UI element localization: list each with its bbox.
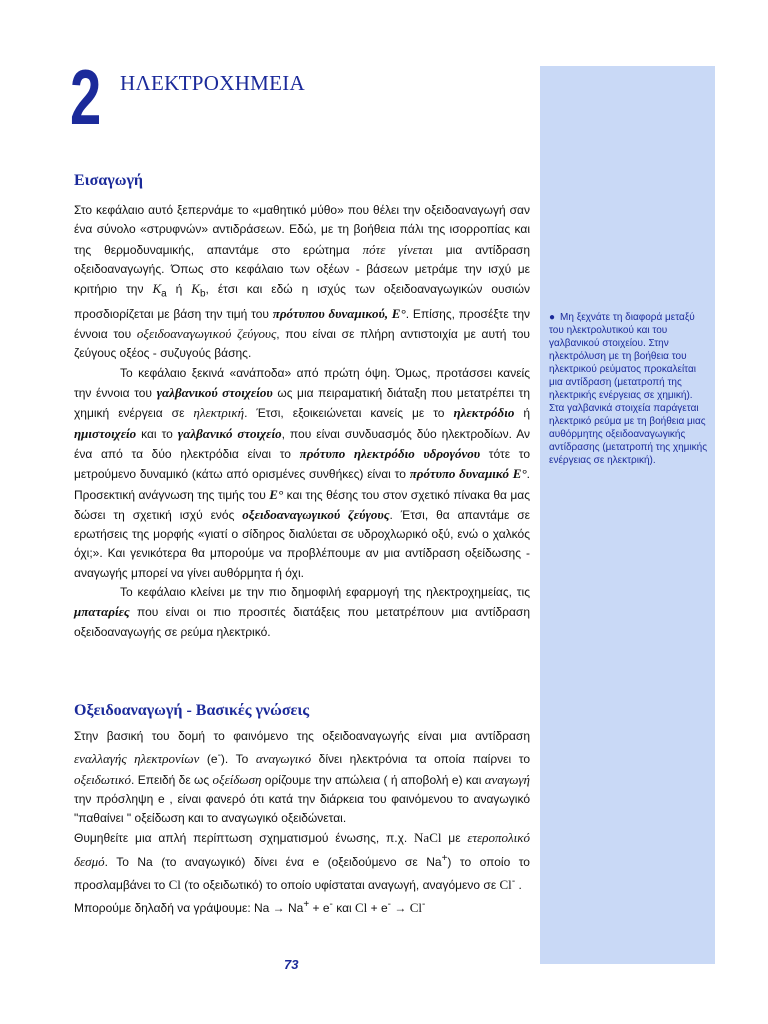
text-run: b [199, 288, 206, 300]
page-number: 73 [284, 957, 299, 972]
text-run: NaCl [414, 830, 442, 846]
text-run: ) το οποίο το προσλαμβάνει το [74, 854, 530, 893]
text-run: Θυμηθείτε μια απλή περίπτωση σχηματισμού ένωσης, π.χ. [74, 831, 415, 846]
text-run: , που είναι σε πλήρη αντιστοιχία με αυτή του ζεύγους οξέος - συζυγούς βάσης. [74, 327, 530, 361]
text-run: Στην βασική του δομή το φαινόμενο της οξειδοαναγωγής είναι μια αντίδραση [74, 729, 530, 743]
text-run: αναγωγικό [255, 751, 312, 767]
text-run: Στο κεφάλαιο αυτό ξεπερνάμε το «μαθητικό μύθο» που θέλει την οξειδοαναγωγή σαν ένα σύνολο «στρυφνών» αντιδράσεων. Εδώ, με τη βοήθεια πάλι της ισορροπίας και της θερμοδυναμικής, απαντάμε στο ερώτημα [74, 203, 530, 257]
sidebar-note-text: Μη ξεχνάτε τη διαφορά μεταξύ του ηλεκτρολυτικού και του γαλβανικού στοιχείου. Στην ηλεκτρόλυση με τη βοήθεια του ηλεκτρικού ρεύματος προκαλείται μια αντίδραση (μετατροπή της ηλεκτρικής ενέργειας σε χημική). Στα γαλβανικά στοιχεία παράγεται ηλεκτρικό ρεύμα με τη βοήθεια μιας αυθόρμητης οξειδοαναγωγικής αντίδρασης (μετατροπή της χημικής ενέργειας σε ηλεκτρική). [549, 312, 708, 466]
text-run: . Προσεκτική ανάγνωση της τιμής του [74, 467, 531, 502]
text-run: την πρόσληψη e , είναι φανερό ότι κατά την διάρκεια του φαινόμενου το αναγωγικό "παθαίνει " οξείδωση και το αναγωγικό οξειδώνεται. [74, 791, 530, 826]
text-run: , έτσι και εδώ η ισχύς των οξειδοαναγωγικών ουσιών προσδιορίζεται με βάση την τιμή του [74, 282, 531, 321]
redox-paragraph-2 [74, 828, 530, 895]
intro-paragraph-1 [74, 201, 530, 364]
intro-text [74, 201, 530, 642]
text-run: ημιστοιχείο [74, 425, 137, 441]
text-run: (e [199, 752, 218, 767]
text-run: - [217, 750, 221, 762]
text-run: . [515, 878, 522, 893]
text-run: Cl [168, 877, 181, 893]
text-run: - [387, 899, 392, 911]
text-run: και το [136, 426, 178, 441]
text-run: ετεροπολικό δεσμό [74, 830, 530, 869]
section-heading-intro: Εισαγωγή [74, 172, 144, 189]
chapter-number: 2 [70, 53, 102, 141]
text-run: πρότυπου δυναμικού, E° [272, 305, 406, 321]
text-run: Το κεφάλαιο ξεκινά «ανάποδα» από πρώτη όψη. Όμως, προτάσσει κανείς την έννοια του [74, 365, 530, 401]
text-run: + [441, 852, 448, 864]
text-run: πρότυπο δυναμικό E° [409, 466, 527, 482]
text-run: . Έτσι, θα απαντάμε σε ερωτήσεις της μορφής «γιατί ο σίδηρος διαλύεται σε υδροχλωρικό οξύ, ενώ ο χαλκός όχι;». Και γενικότερα θα μπορούμε να προβλέπουμε αν μια αντίδραση οξείδωσης - αναγωγής μπορεί να γίνει αυθόρμητα ή όχι. [74, 507, 531, 580]
text-run: - [511, 876, 516, 888]
text-run: και της θέσης του στον σχετικό πίνακα θα μας δώσει τη σχετική ισχύ ενός [74, 487, 530, 522]
text-run: → [391, 901, 410, 916]
text-run: που είναι οι πιο προσιτές διατάξεις που μετατρέπουν μια αντίδραση οξειδοαναγωγής σε ρεύμα ηλεκτρικό. [74, 605, 530, 639]
text-run: K [191, 281, 200, 297]
text-run: a [161, 288, 167, 300]
text-run: - [329, 899, 333, 911]
text-run: μπαταρίες [74, 604, 130, 620]
text-run: Cl [499, 877, 512, 893]
text-run: Το κεφάλαιο κλείνει με την πιο δημοφιλή εφαρμογή της ηλεκτροχημείας, τις [120, 585, 530, 600]
margin-sidebar [540, 66, 715, 964]
text-run: πότε γίνεται [362, 241, 433, 257]
text-run: οξείδωση [212, 771, 262, 787]
text-run: . Επίσης, προσέξτε την έννοια του [74, 306, 530, 342]
text-run: ορίζουμε την απώλεια ( ή αποβολή e) και [261, 772, 485, 787]
chapter-title: ΗΛΕΚΤΡΟΧΗΜΕΙΑ [120, 71, 306, 95]
intro-paragraph-2 [74, 364, 530, 583]
text-run: αναγωγή [484, 771, 530, 787]
text-run: μια αντίδραση οξειδοαναγωγής. Όπως στο κεφάλαιο των οξέων - βάσεων μετράμε την ισχύ με κριτήριο την [74, 242, 530, 297]
text-run: Cl [409, 900, 422, 916]
text-run: E° [269, 486, 284, 502]
text-run: + e [309, 901, 330, 916]
text-run: ή [166, 282, 192, 297]
text-run: ηλεκτρόδιο [453, 405, 515, 421]
text-run: και [332, 901, 356, 916]
text-run: ). Το [220, 752, 256, 767]
sidebar-note [549, 311, 709, 467]
text-run: + [303, 899, 310, 911]
redox-paragraph-3 [74, 895, 530, 918]
redox-text [74, 727, 530, 919]
text-run: . Επειδή δε ως [131, 772, 213, 787]
text-run: τότε το μετρούμενο δυναμικό (κάτω από ορισμένες συνθήκες) είναι το [74, 446, 530, 482]
text-run: ηλεκτρική [193, 405, 245, 421]
text-run: οξειδωτικό [74, 771, 132, 787]
text-run: δίνει ηλεκτρόνια τα οποία παίρνει το [311, 752, 531, 767]
text-run: Cl [355, 900, 368, 916]
text-run: εναλλαγής ηλεκτρονίων [74, 751, 200, 767]
text-run: , που είναι συνδυασμός δύο ηλεκτροδίων. Αν ένα από τα δύο ηλεκτρόδια είναι το [74, 426, 530, 461]
text-run: Μπορούμε δηλαδή να γράψουμε: Na → Na [74, 901, 304, 916]
text-run: K [152, 281, 162, 297]
text-run: οξειδοαναγωγικού ζεύγους [136, 326, 277, 342]
intro-paragraph-3 [74, 583, 530, 642]
text-run: με [441, 831, 468, 846]
text-run: (το οξειδωτικό) το οποίο υφίσταται αναγωγή, αναγόμενο σε [180, 878, 500, 893]
text-run: . Το Na (το αναγωγικό) δίνει ένα e (οξειδούμενο σε Na [104, 854, 442, 869]
bullet-icon: ● [549, 312, 556, 323]
text-run: οξειδοαναγωγικού ζεύγους [242, 506, 390, 522]
text-run: γαλβανικού στοιχείου [156, 385, 273, 401]
text-run: γαλβανικό στοιχείο [177, 425, 282, 441]
text-run: + e [367, 901, 388, 916]
section-heading-redox: Οξειδοαναγωγή - Βασικές γνώσεις [74, 702, 310, 719]
text-run: ως μια πειραματική διάταξη που μετατρέπει τη χημική ενέργεια σε [74, 386, 531, 421]
text-run: ή [514, 406, 530, 421]
text-run: - [421, 899, 426, 911]
text-run: πρότυπο ηλεκτρόδιο υδρογόνου [299, 445, 481, 461]
text-run: . Έτσι, εξοικειώνεται κανείς με το [244, 406, 454, 421]
redox-paragraph-1 [74, 727, 530, 828]
